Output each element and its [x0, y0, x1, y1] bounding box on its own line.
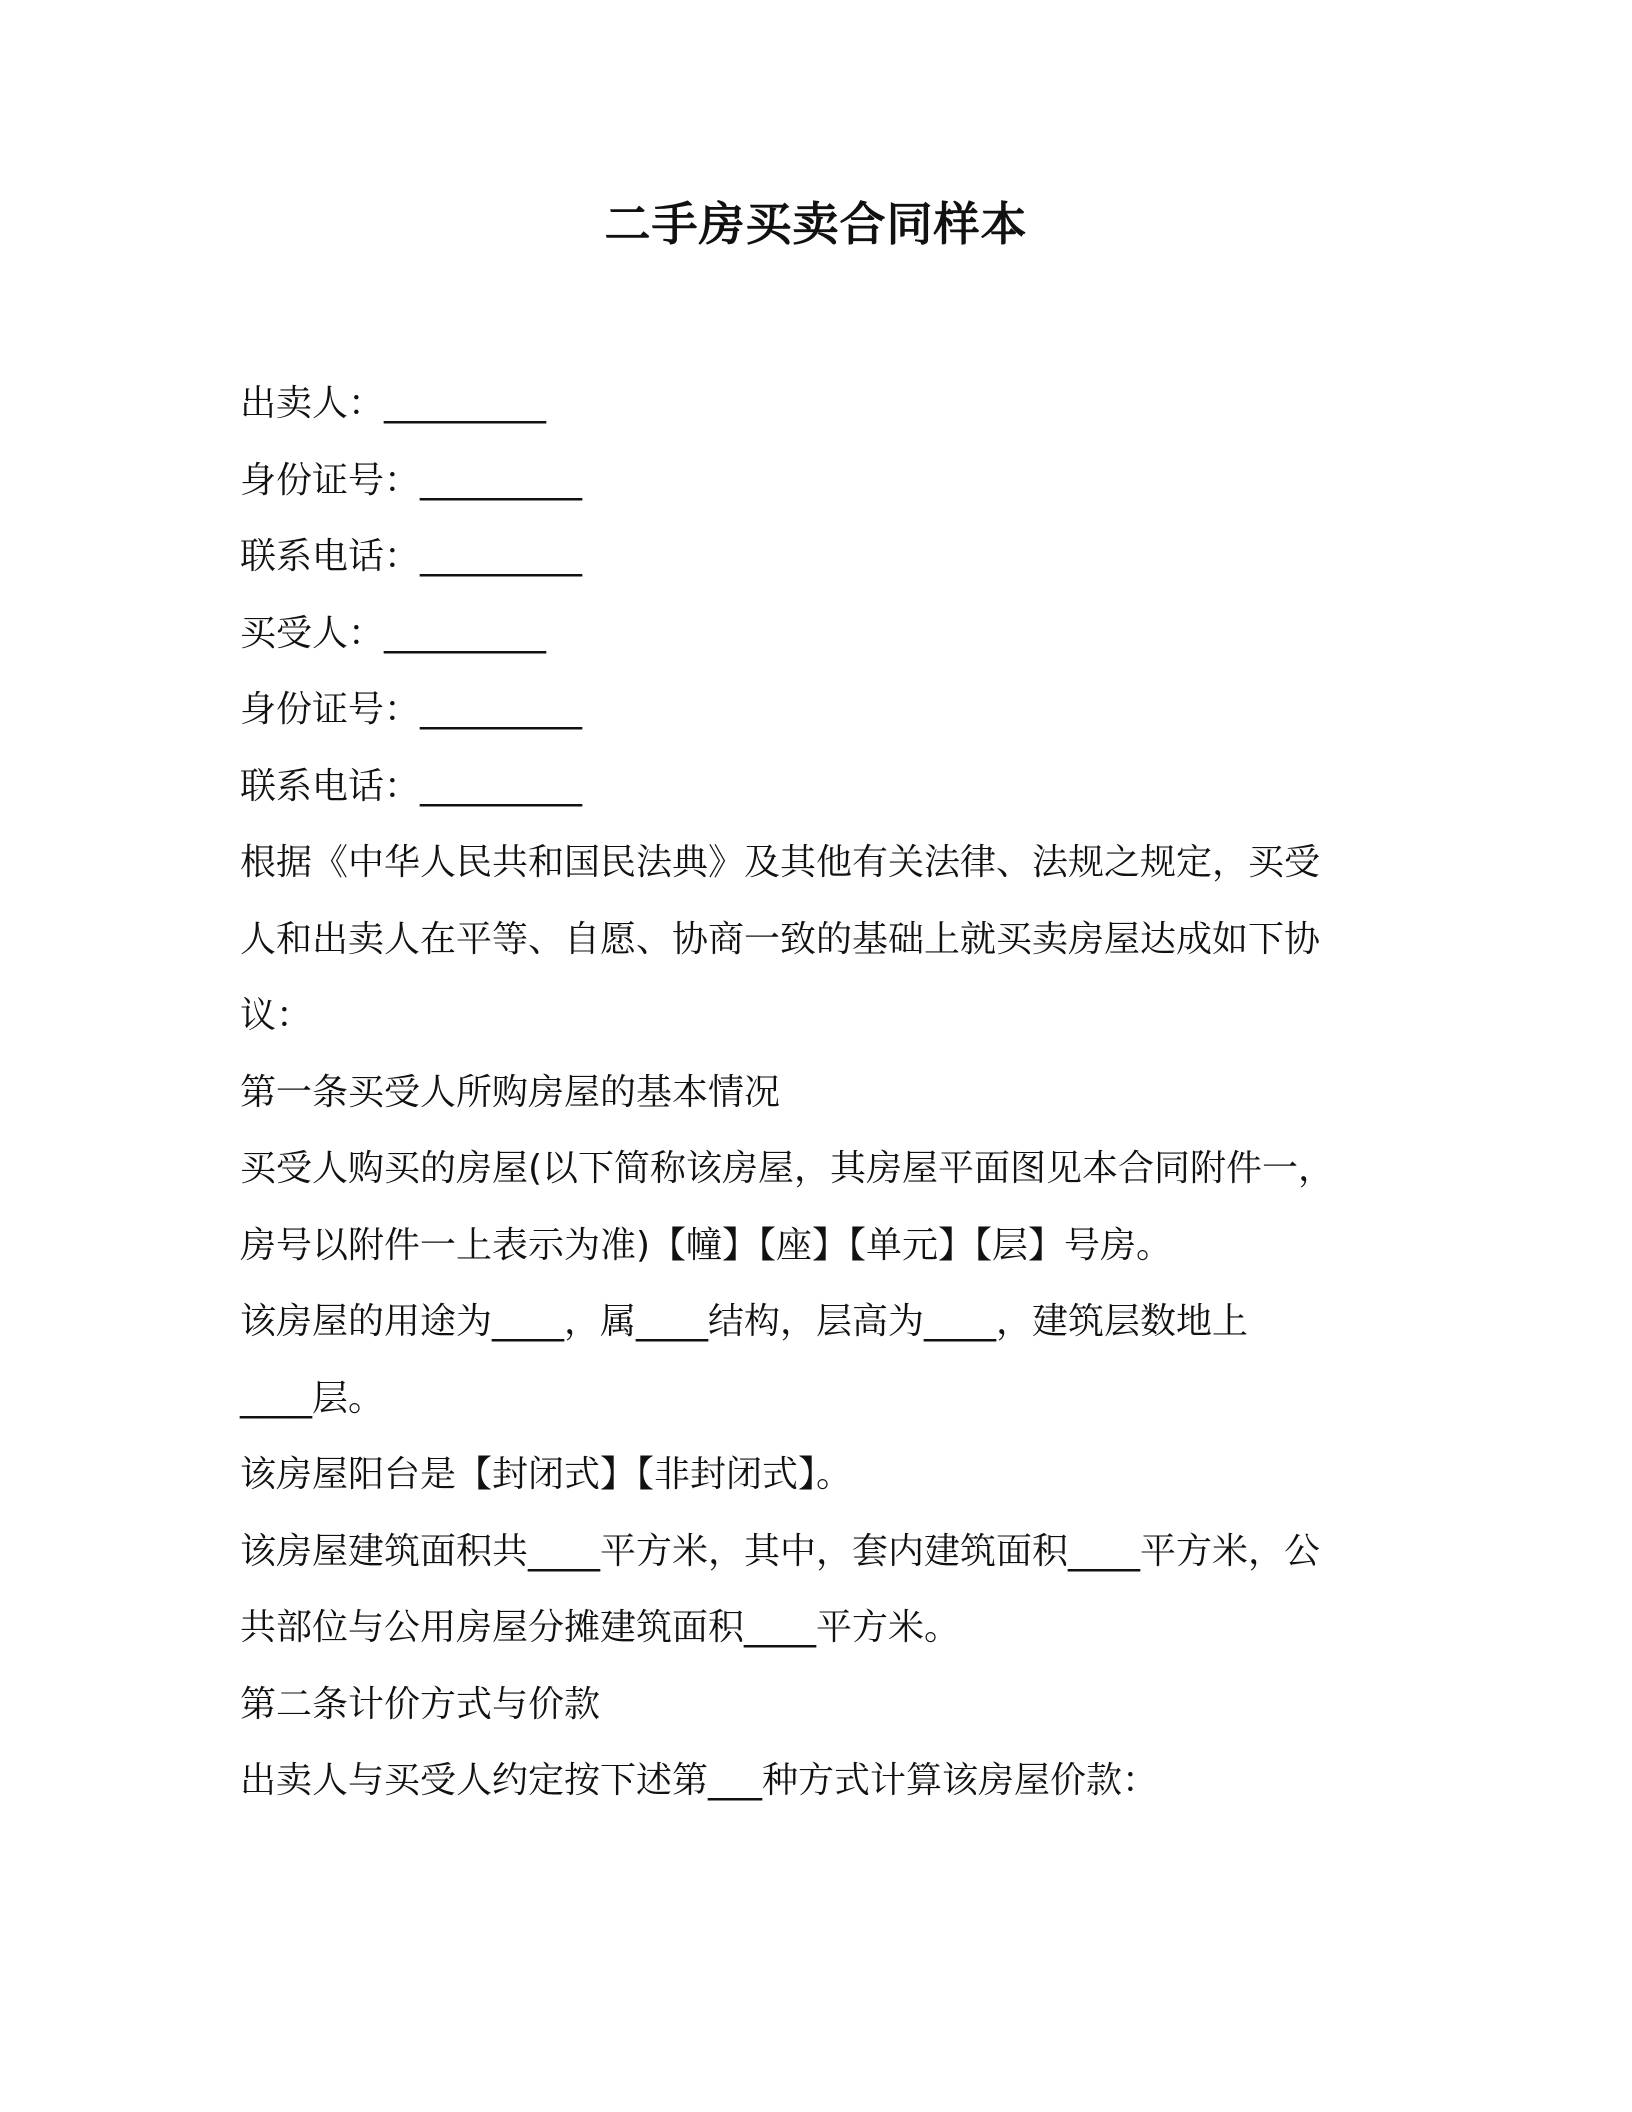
- seller-name-line: 出卖人：_________: [240, 383, 547, 424]
- article-1-line: ____层。: [240, 1377, 385, 1419]
- article-1-line: 房号以附件一上表示为准)【幢】【座】【单元】【层】号房。: [240, 1224, 1173, 1266]
- preamble-line: 议：: [240, 995, 313, 1036]
- buyer-name-line: 买受人：_________: [240, 612, 547, 654]
- buyer-phone-line: 联系电话：_________: [240, 765, 583, 807]
- buyer-id-number-line: 身份证号：_________: [240, 689, 583, 730]
- document-title: 二手房买卖合同样本: [604, 197, 1028, 251]
- article-1-line: 该房屋建筑面积共____平方米，其中，套内建筑面积____平方米，公: [240, 1530, 1321, 1572]
- article-2-heading: 第二条计价方式与价款: [240, 1683, 601, 1725]
- preamble-line: 人和出卖人在平等、自愿、协商一致的基础上就买卖房屋达成如下协: [240, 918, 1321, 960]
- article-2-line: 出卖人与买受人约定按下述第___种方式计算该房屋价款：: [240, 1760, 1159, 1801]
- article-1-heading: 第一条买受人所购房屋的基本情况: [240, 1071, 781, 1113]
- preamble-line: 根据《中华人民共和国民法典》及其他有关法律、法规之规定，买受: [240, 842, 1321, 883]
- seller-phone-line: 联系电话：_________: [240, 536, 583, 577]
- seller-id-number-line: 身份证号：_________: [240, 459, 583, 501]
- article-1-line: 该房屋的用途为____，属____结构，层高为____，建筑层数地上: [240, 1301, 1249, 1342]
- article-1-line: 买受人购买的房屋(以下简称该房屋，其房屋平面图见本合同附件一，: [240, 1148, 1335, 1189]
- article-1-line: 共部位与公用房屋分摊建筑面积____平方米。: [240, 1607, 961, 1648]
- document-body: [240, 366, 1400, 1820]
- article-1-line: 该房屋阳台是【封闭式】【非封闭式】。: [240, 1454, 853, 1495]
